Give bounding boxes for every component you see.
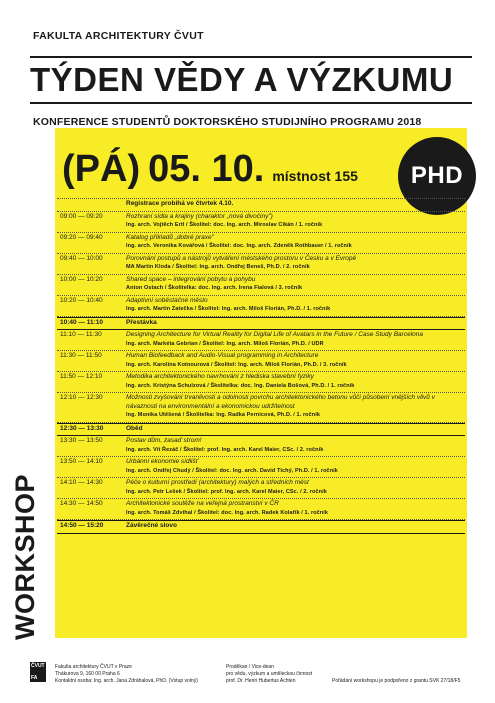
workshop-label: WORKSHOP [10,474,40,640]
schedule-content [126,331,465,348]
title-block [30,56,472,104]
footer-dean [226,664,312,685]
schedule-content [126,522,465,531]
schedule-content [126,479,465,496]
schedule-time: 11:50 — 12:10 [60,373,103,380]
event-room: místnost 155 [272,168,358,184]
schedule [57,198,465,534]
talk-people: Ing. arch. Tomáš Zdvihal / Školitel: doc. Ing. arch. Radek Kolařík / 1. ročník [126,509,329,516]
schedule-content [126,319,465,328]
talk-title: Porovnání postupů a nástrojů vytváření městského prostoru v Česku a v Evropě [126,254,357,262]
schedule-break-row [57,423,465,437]
talk-people: Ing. arch. Petr Lešek / Školitel: prof. Ing. arch. Karel Maier, CSc. / 2. ročník [126,488,327,495]
schedule-row [57,275,465,296]
schedule-content [126,352,465,369]
event-day: (PÁ) [62,148,141,190]
footer-line: Proděkan / Vice-dean [226,664,274,670]
footer-address [55,664,198,685]
schedule-row [57,330,465,351]
talk-title: Registrace probíhá ve čtvrtek 4.10. [126,200,234,207]
talk-people: Ing. arch. Vít Řezáč / Školitel: prof. Ing. arch. Karel Maier, CSc. / 2. ročník [126,446,324,453]
schedule-time: 14:30 — 14:50 [60,500,103,507]
talk-people: Ing. arch. Veronika Kovářová / Školitel: doc. Ing. arch. Zdeněk Rothbauer / 1. ročník [126,243,352,249]
logo-top-text: ČVUT [31,663,45,669]
talk-people: Ing. arch. Martin Zatečka / Školitel: Ing. arch. Miloš Florián, Ph.D. / 1. ročník [126,306,331,312]
schedule-time: 10:20 — 10:40 [60,296,103,304]
talk-title: Oběd [126,424,143,432]
schedule-time: 09:20 — 09:40 [60,233,103,241]
schedule-time: 09:00 — 09:20 [60,212,103,220]
schedule-time: 12:10 — 12:30 [60,394,103,401]
schedule-time: 13:50 — 14:10 [60,458,103,465]
schedule-row [57,254,465,275]
schedule-row [57,393,465,423]
talk-title: Metodika architektonického navrhování z hlediska stavební fyziky [126,373,314,380]
schedule-content [126,373,465,390]
talk-people: Anton Ostach / Školitelka: doc. Ing. arch. Irena Fialová / 3. ročník [126,285,303,291]
cvut-logo [30,662,46,682]
schedule-content [126,458,465,475]
talk-title: Adaptivní soběstačné město [126,296,208,304]
schedule-time: 11:30 — 11:50 [60,352,102,359]
schedule-content [126,213,465,230]
event-date: 05. 10. [148,148,265,190]
schedule-content [126,425,465,434]
schedule-row [57,436,465,457]
schedule-time: 13:30 — 13:50 [60,437,103,444]
footer-line: prof. Dr. Henri Hubertus Achten [226,678,296,684]
schedule-time: 14:50 — 15:20 [60,522,104,529]
talk-title: Možnosti zvyšování trvanlivosti a odolnosti povrchu architektonického betonu vůči působení vnějších vlivů v návaznosti na environmentální a ekonomickou udržitelnost [126,394,435,410]
schedule-content [126,234,465,251]
phd-badge: PHD [398,137,476,215]
schedule-row [57,478,465,499]
schedule-row [57,198,465,212]
schedule-row [57,499,465,520]
footer-line: Kontaktní osoba: Ing. arch. Jana Zdráhalová, PhD. (Vstup volný) [55,678,198,684]
schedule-time: 11:10 — 11:30 [60,331,102,338]
talk-people: Ing. arch. Ondřej Chudý / Školitel: doc. Ing. arch. David Tichý, Ph.D. / 1. ročník [126,467,338,474]
schedule-time [57,200,126,209]
talk-people: Ing. arch. Karolína Kotnourová / Školitel: Ing. arch. Miloš Florián, Ph.D. / 3. ročník [126,361,347,368]
talk-people: MA Martin Kloda / Školitel: Ing. arch. Ondřej Beneš, Ph.D. / 2. ročník [126,264,310,270]
talk-title: Postav dům, zasaď strom! [126,437,202,444]
footer-line: Thákurova 9, 160 00 Praha 6 [55,671,120,677]
schedule-row [57,351,465,372]
schedule-content [126,394,465,420]
talk-title: Péče o kulturní prostředí (architektury) malých a středních měst [126,479,309,486]
schedule-time: 10:00 — 10:20 [60,275,103,283]
talk-title: Human Biofeedback and Audio-Visual programming in Architecture [126,352,319,359]
talk-title: Rozhraní sídla a krajiny (charaktor „nová divočiny") [126,212,273,220]
schedule-content [126,255,465,272]
talk-people: Ing. arch. Vojtěch Ertl / Školitel: doc. Ing. arch. Miroslav Cikán / 1. ročník [126,222,323,228]
talk-people: Ing. arch. Markéta Gebrian / Školitel: Ing. arch. Miloš Florián, Ph.D. / UDR [126,340,324,347]
talk-people: Ing. Monika Utěšená / Školitelka: Ing. Radka Pernicová, Ph.D. / 1. ročník [126,412,321,418]
footer-grant [332,678,460,685]
talk-people: Ing. arch. Kristýna Schulzová / Školitelka: doc. Ing. Daniela Bošová, Ph.D. / 1. ročník [126,382,355,389]
footer-line: Fakulta architektury ČVUT v Praze [55,664,132,670]
schedule-break-row [57,317,465,331]
schedule-time: 12:30 — 13:30 [60,424,104,432]
schedule-row [57,457,465,478]
schedule-content [126,437,465,454]
talk-title: Závěrečné slovo [126,522,177,529]
footer-line: Pořádání workshopu je podpořeno z grantu SVK 27/18/F5 [332,678,461,684]
talk-title: Shared space – integrování pobytu a pohybu [126,275,256,283]
schedule-content [126,200,465,209]
logo-bottom-text: FA [31,675,38,681]
schedule-row [57,372,465,393]
poster-title: TÝDEN VĚDY A VÝZKUMU [30,61,454,98]
talk-title: Katalog příkladů „dobré praxe" [126,233,214,241]
schedule-content [126,297,465,314]
schedule-time: 10:40 — 11:10 [60,318,104,326]
schedule-row [57,212,465,233]
schedule-row [57,296,465,317]
schedule-content [126,276,465,293]
schedule-content [126,500,465,517]
footer-line: pro vědu, výzkum a uměleckou činnost [226,671,313,677]
talk-title: Designing Architecture for Virtual Reality for Digital Life of Avatars in the Future / Case Study Barcelona [126,331,423,338]
event-dateline [62,148,358,191]
faculty-name: FAKULTA ARCHITEKTURY ČVUT [33,30,204,42]
schedule-break-row [57,520,465,534]
schedule-time: 14:10 — 14:30 [60,479,103,486]
talk-title: Urbánní ekonomie sídlišť [126,458,199,465]
poster-subtitle: KONFERENCE STUDENTŮ DOKTORSKÉHO STUDIJNÍHO PROGRAMU 2018 [33,116,422,128]
schedule-row [57,233,465,254]
talk-title: Přestávka [126,318,157,326]
talk-title: Architektonické soutěže na veřejná prostranství v ČR [126,500,279,507]
schedule-time: 09:40 — 10:00 [60,254,103,262]
